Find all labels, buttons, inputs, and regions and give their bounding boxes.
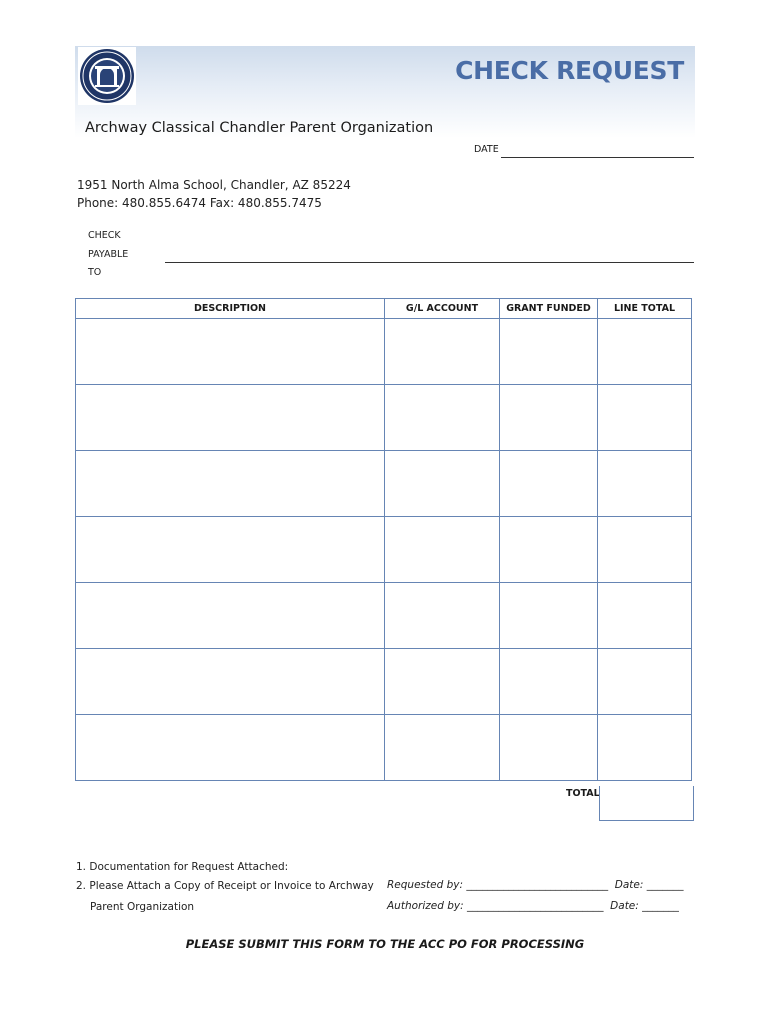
description-cell[interactable] xyxy=(76,319,385,385)
note-documentation: 1. Documentation for Request Attached: xyxy=(76,861,289,873)
date-label: DATE xyxy=(474,144,499,155)
gl-account-cell[interactable] xyxy=(385,451,500,517)
grant-funded-cell[interactable] xyxy=(500,715,598,781)
line-items-table xyxy=(75,298,692,781)
line-total-cell[interactable] xyxy=(598,517,692,583)
description-cell[interactable] xyxy=(76,517,385,583)
table-row xyxy=(76,649,692,715)
line-total-cell[interactable] xyxy=(598,385,692,451)
note-attach-receipt: 2. Please Attach a Copy of Receipt or Invoice to Archway xyxy=(76,880,374,892)
grant-funded-cell[interactable] xyxy=(500,583,598,649)
line-total-cell[interactable] xyxy=(598,649,692,715)
grant-funded-cell[interactable] xyxy=(500,649,598,715)
payable-label-check: CHECK xyxy=(88,230,121,241)
note-attach-receipt-continued: Parent Organization xyxy=(90,901,195,913)
authorized-by-line[interactable]: Authorized by: __________________________ Date: _______ xyxy=(387,900,679,912)
column-header-gl-account: G/L ACCOUNT xyxy=(385,299,500,319)
grant-funded-cell[interactable] xyxy=(500,517,598,583)
date-field[interactable] xyxy=(501,157,694,158)
phone-fax-line: Phone: 480.855.6474 Fax: 480.855.7475 xyxy=(77,196,322,210)
table-row xyxy=(76,715,692,781)
description-cell[interactable] xyxy=(76,583,385,649)
grant-funded-cell[interactable] xyxy=(500,451,598,517)
line-total-cell[interactable] xyxy=(598,583,692,649)
grant-funded-cell[interactable] xyxy=(500,319,598,385)
gl-account-cell[interactable] xyxy=(385,517,500,583)
table-row xyxy=(76,517,692,583)
description-cell[interactable] xyxy=(76,451,385,517)
gl-account-cell[interactable] xyxy=(385,319,500,385)
total-label: TOTAL xyxy=(566,788,600,799)
submission-instruction: PLEASE SUBMIT THIS FORM TO THE ACC PO FOR PROCESSING xyxy=(185,937,585,951)
grant-funded-cell[interactable] xyxy=(500,385,598,451)
description-cell[interactable] xyxy=(76,715,385,781)
gl-account-cell[interactable] xyxy=(385,385,500,451)
gl-account-cell[interactable] xyxy=(385,715,500,781)
line-total-cell[interactable] xyxy=(598,451,692,517)
column-header-line-total: LINE TOTAL xyxy=(598,299,692,319)
school-seal-logo xyxy=(78,47,136,105)
line-total-cell[interactable] xyxy=(598,319,692,385)
payable-label-payable: PAYABLE xyxy=(88,249,129,260)
table-row xyxy=(76,451,692,517)
gl-account-cell[interactable] xyxy=(385,583,500,649)
address-line: 1951 North Alma School, Chandler, AZ 85224 xyxy=(77,178,351,192)
table-header-row xyxy=(76,299,692,319)
organization-name: Archway Classical Chandler Parent Organization xyxy=(85,120,434,136)
column-header-grant-funded: GRANT FUNDED xyxy=(500,299,598,319)
column-header-description: DESCRIPTION xyxy=(76,299,385,319)
table-row xyxy=(76,319,692,385)
requested-by-line[interactable]: Requested by: ___________________________ Date: _______ xyxy=(387,879,684,891)
line-total-cell[interactable] xyxy=(598,715,692,781)
table-row xyxy=(76,385,692,451)
gl-account-cell[interactable] xyxy=(385,649,500,715)
total-field[interactable] xyxy=(599,786,694,821)
description-cell[interactable] xyxy=(76,649,385,715)
table-row xyxy=(76,583,692,649)
payable-to-field[interactable] xyxy=(165,262,694,263)
description-cell[interactable] xyxy=(76,385,385,451)
payable-label-to: TO xyxy=(88,267,102,278)
form-title: CHECK REQUEST xyxy=(455,56,684,85)
